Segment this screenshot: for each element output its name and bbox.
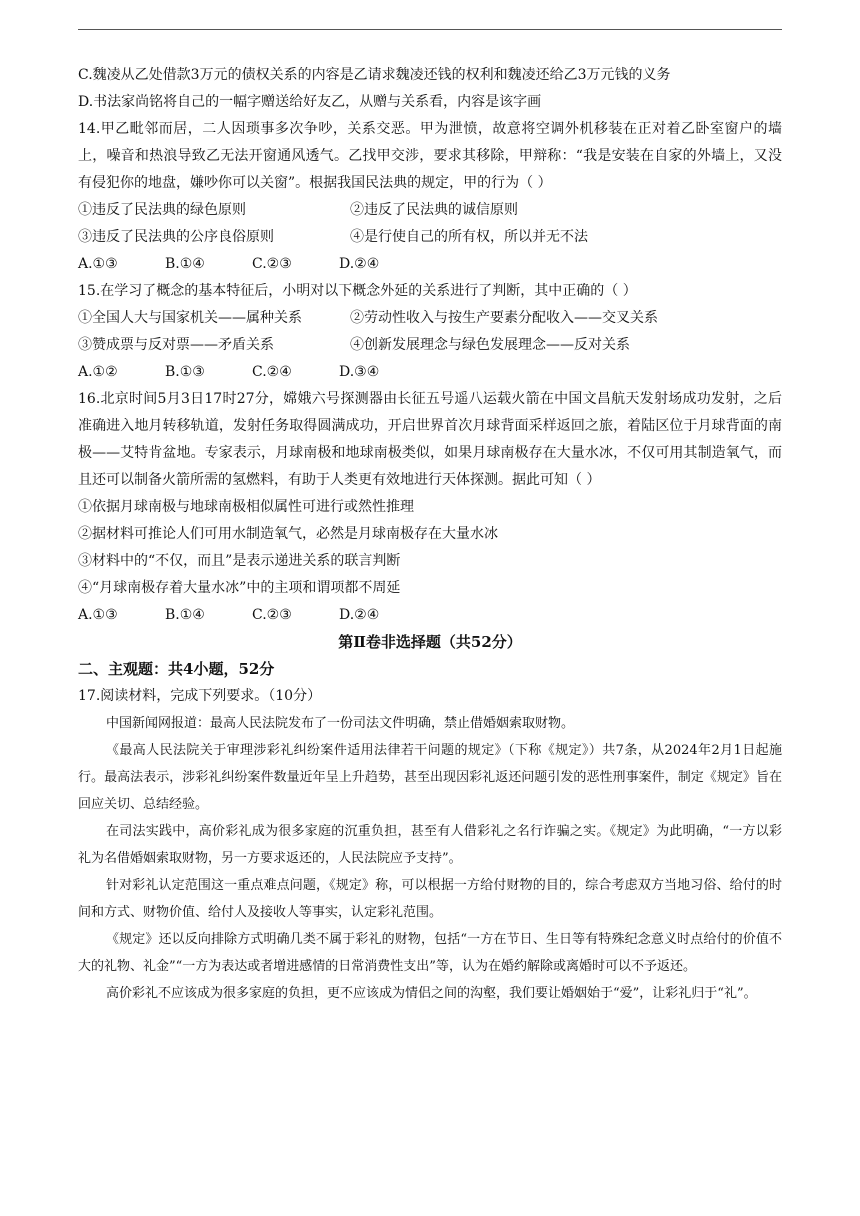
q15-choice-b: B.①③ <box>165 364 205 380</box>
q16-statement-4: ④“月球南极存着大量水冰”中的主项和谓项都不周延 <box>78 580 401 596</box>
q14-statement-1: ①违反了民法典的绿色原则 <box>78 202 246 218</box>
q15-statement-2: ②劳动性收入与按生产要素分配收入——交叉关系 <box>350 310 658 326</box>
q14-choice-a: A.①③ <box>78 256 118 272</box>
q16-choice-d: D.②④ <box>339 607 380 623</box>
q14-choices <box>78 251 782 278</box>
q14-statement-3: ③违反了民法典的公序良俗原则 <box>78 229 274 245</box>
q15-statements-row1 <box>78 305 782 332</box>
q16-statement-2: ②据材料可推论人们可用水制造氧气，必然是月球南极存在大量水冰 <box>78 526 498 542</box>
q17-material-p4: 针对彩礼认定范围这一重点难点问题，《规定》称，可以根据一方给付财物的目的，综合考虑双方当地习俗、给付的时间和方式、财物价值、给付人及接收人等事实，认定彩礼范围。 <box>78 878 782 920</box>
q16-stem: 16.北京时间5月3日17时27分，嫦娥六号探测器由长征五号遥八运载火箭在中国文昌航天发射场成功发射，之后准确进入地月转移轨道，发射任务取得圆满成功，开启世界首次月球背面采样返回之旅，着陆区位于月球背面的南极——艾特肯盆地。专家表示，月球南极和地球南极类似，如果月球南极存在大量水冰，不仅可用其制造氧气，而且还可以制备火箭所需的氢燃料，有助于人类更有效地进行天体探测。据此可知（ ） <box>78 391 782 488</box>
q17-material-p3: 在司法实践中，高价彩礼成为很多家庭的沉重负担，甚至有人借彩礼之名行诈骗之实。《规定》为此明确，“一方以彩礼为名借婚姻索取财物，另一方要求返还的，人民法院应予支持”。 <box>78 824 782 866</box>
q16-choice-b: B.①④ <box>165 607 205 623</box>
q14-choice-d: D.②④ <box>339 256 380 272</box>
q16-choices <box>78 602 782 629</box>
q15-choice-a: A.①② <box>78 364 118 380</box>
page-content <box>78 62 782 1007</box>
q15-choice-c: C.②④ <box>252 364 292 380</box>
q13-option-c: C.魏凌从乙处借款3万元的债权关系的内容是乙请求魏凌还钱的权利和魏凌还给乙3万元钱的义务 <box>78 67 671 83</box>
q17-material-p5: 《规定》还以反向排除方式明确几类不属于彩礼的财物，包括“一方在节日、生日等有特殊纪念意义时点给付的价值不大的礼物、礼金”“一方为表达或者增进感情的日常消费性支出”等，认为在婚约解除或离婚时可以不予返还。 <box>78 932 782 974</box>
q15-statement-1: ①全国人大与国家机关——属种关系 <box>78 310 302 326</box>
q14-statements-row2 <box>78 224 782 251</box>
q15-choices <box>78 359 782 386</box>
part2-title: 第Ⅱ卷非选择题（共52分） <box>338 633 522 651</box>
section2-heading: 二、主观题：共4小题，52分 <box>78 660 275 678</box>
q14-statements-row1 <box>78 197 782 224</box>
q16-choice-a: A.①③ <box>78 607 118 623</box>
q16-statement-1: ①依据月球南极与地球南极相似属性可进行或然性推理 <box>78 499 414 515</box>
q17-material-p6: 高价彩礼不应该成为很多家庭的负担，更不应该成为情侣之间的沟壑，我们要让婚姻始于“爱”，让彩礼归于“礼”。 <box>106 986 757 1001</box>
q13-option-d: D.书法家尚铭将自己的一幅字赠送给好友乙，从赠与关系看，内容是该字画 <box>78 94 542 110</box>
q17-material-p2: 《最高人民法院关于审理涉彩礼纠纷案件适用法律若干问题的规定》（下称《规定》）共7条，从2024年2月1日起施行。最高法表示，涉彩礼纠纷案件数量近年呈上升趋势，甚至出现因彩礼返还问题引发的恶性刑事案件，制定《规定》旨在回应关切、总结经验。 <box>78 743 782 812</box>
q15-choice-d: D.③④ <box>339 364 380 380</box>
q14-stem: 14.甲乙毗邻而居，二人因琐事多次争吵，关系交恶。甲为泄愤，故意将空调外机移装在正对着乙卧室窗户的墙上，噪音和热浪导致乙无法开窗通风透气。乙找甲交涉，要求其移除，甲辩称：“我是安装在自家的外墙上，又没有侵犯你的地盘，嫌吵你可以关窗”。根据我国民法典的规定，甲的行为（ ） <box>78 121 782 191</box>
q14-choice-c: C.②③ <box>252 256 292 272</box>
q14-statement-4: ④是行使自己的所有权，所以并无不法 <box>350 229 588 245</box>
q15-statement-4: ④创新发展理念与绿色发展理念——反对关系 <box>350 337 630 353</box>
q16-choice-c: C.②③ <box>252 607 292 623</box>
q15-stem: 15.在学习了概念的基本特征后，小明对以下概念外延的关系进行了判断，其中正确的（ ） <box>78 283 637 299</box>
q14-statement-2: ②违反了民法典的诚信原则 <box>350 202 518 218</box>
q17-material-p1: 中国新闻网报道：最高人民法院发布了一份司法文件明确，禁止借婚姻索取财物。 <box>106 716 575 731</box>
header-rule <box>78 29 782 30</box>
q16-statement-3: ③材料中的“不仅，而且”是表示递进关系的联言判断 <box>78 553 401 569</box>
q15-statement-3: ③赞成票与反对票——矛盾关系 <box>78 337 274 353</box>
q17-stem: 17.阅读材料，完成下列要求。（10分） <box>78 688 322 704</box>
q14-choice-b: B.①④ <box>165 256 205 272</box>
q15-statements-row2 <box>78 332 782 359</box>
